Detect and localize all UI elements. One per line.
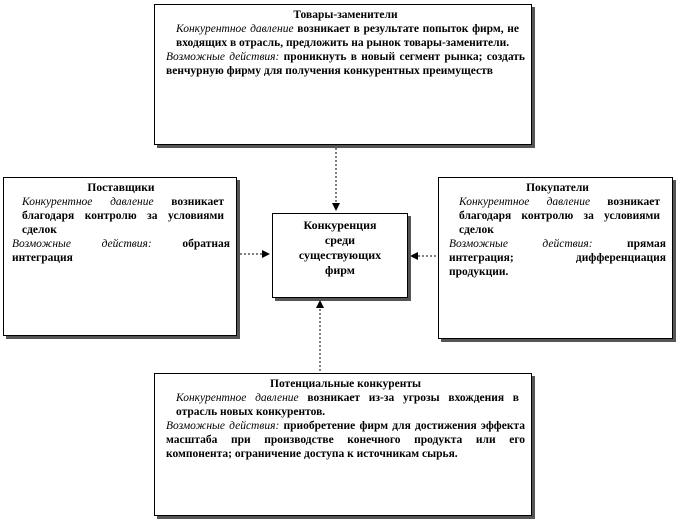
rivalry-line: фирм xyxy=(325,263,355,277)
actions-text: обратная интеграция xyxy=(12,238,230,264)
potential-entrants-box xyxy=(154,373,532,516)
pressure-label: Конкурентное давление xyxy=(459,196,591,208)
rivalry-line: Конкуренция xyxy=(303,218,377,232)
pressure-label: Конкурентное давление xyxy=(22,196,154,208)
substitutes-actions xyxy=(166,50,525,78)
substitutes-title: Товары-заменители xyxy=(293,9,398,21)
potential-entrants-title: Потенциальные конкуренты xyxy=(270,378,421,390)
pressure-text: возникает благодаря контролю за условиями сделок xyxy=(459,196,660,236)
pressure-label: Конкурентное давление xyxy=(176,23,294,35)
buyers-actions xyxy=(449,237,666,279)
buyers-box xyxy=(438,177,673,339)
substitutes-box xyxy=(154,4,532,145)
substitutes-pressure xyxy=(166,22,525,50)
rivalry-box xyxy=(272,213,408,298)
suppliers-pressure xyxy=(12,195,230,237)
actions-text: прямая интеграция; дифференциация продукции. xyxy=(449,238,666,278)
buyers-pressure xyxy=(449,195,666,237)
buyers-title: Покупатели xyxy=(526,182,589,194)
rivalry-line: существующих xyxy=(298,248,382,262)
actions-text: приобретение фирм для достижения эффекта масштаба при производстве конечного продукта или его компонента; ограничение доступа к источникам сырья. xyxy=(166,420,526,460)
rivalry-line: среди xyxy=(324,233,356,247)
suppliers-actions xyxy=(12,237,230,265)
actions-label: Возможные действия: xyxy=(166,51,280,63)
pressure-label: Конкурентное давление xyxy=(176,392,299,404)
pressure-text: возникает благодаря контролю за условиями сделок xyxy=(22,196,224,236)
actions-label: Возможные действия: xyxy=(12,238,152,250)
actions-label: Возможные действия: xyxy=(166,420,280,432)
actions-text: проникнуть в новый сегмент рынка; создать венчурную фирму для получения конкурентных преимуществ xyxy=(166,51,525,77)
pressure-text: возникает из-за угрозы вхождения в отрасль новых конкурентов. xyxy=(176,392,520,418)
pressure-text: возникает в результате попыток фирм, не входящих в отрасль, предложить на рынок товары-заменители. xyxy=(176,23,519,49)
potential-entrants-pressure xyxy=(166,391,525,419)
potential-entrants-actions xyxy=(166,419,525,461)
suppliers-title: Поставщики xyxy=(87,182,155,194)
actions-label: Возможные действия: xyxy=(449,238,593,250)
suppliers-box xyxy=(3,177,237,336)
